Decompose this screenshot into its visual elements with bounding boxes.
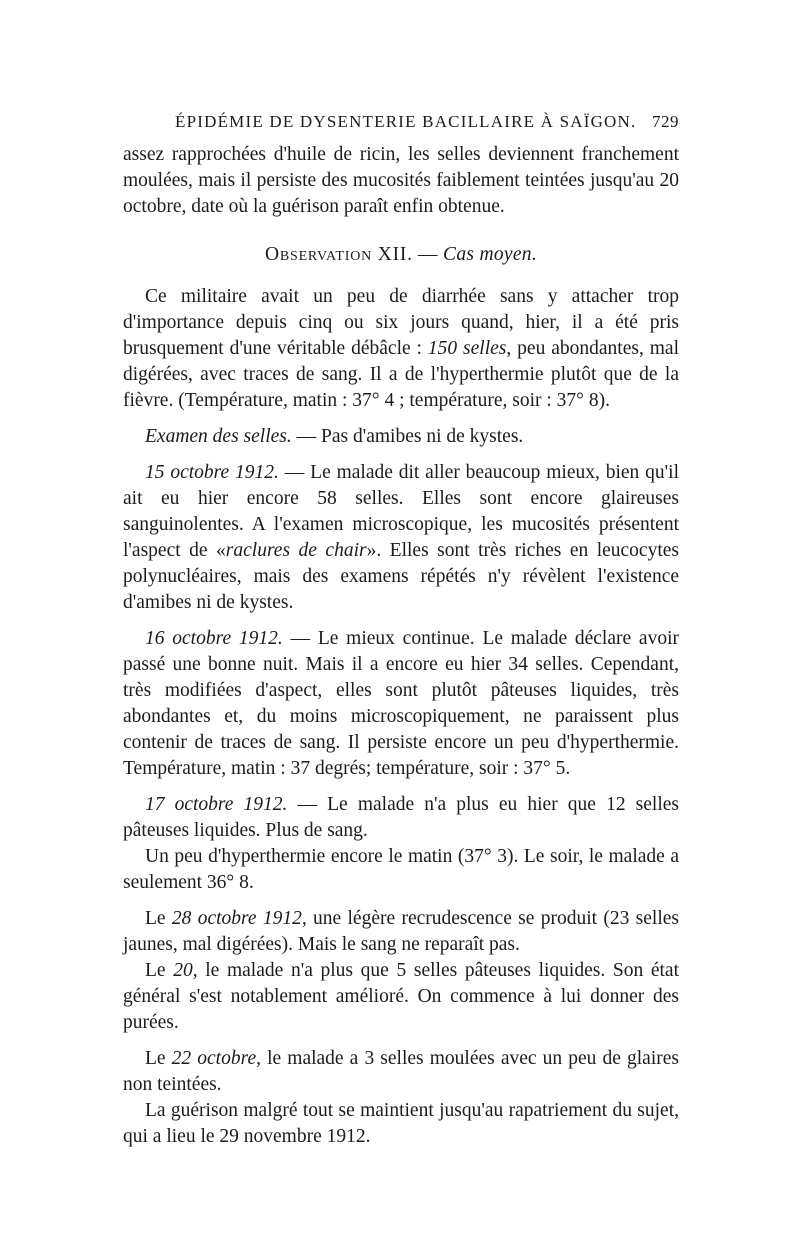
page-number: 729 <box>652 112 679 131</box>
paragraph-oct-22: Le 22 octobre, le malade a 3 selles moulées avec un peu de glaires non teintées. <box>123 1048 679 1095</box>
paragraph-oct-16: 16 octobre 1912. — Le mieux continue. Le malade déclare avoir passé une bonne nuit. Mais il a encore eu hier 34 selles. Cependant, très modifiées d'aspect, elles sont plutôt pâteuses liquides, très abondantes et, du moins microscopiquement, ne paraissent plus contenir de traces de sang. Il persiste encore un peu d'hyperthermie. Température, matin : 37 degrés; température, soir : 37° 5. <box>123 628 679 779</box>
paragraph-recovery: La guérison malgré tout se maintient jusqu'au rapatriement du sujet, qui a lieu le 29 novembre 1912. <box>123 1100 679 1147</box>
page-body <box>123 112 679 1150</box>
paragraph-the-20th: Le 20, le malade n'a plus que 5 selles pâteuses liquides. Son état général s'est notablement amélioré. On commence à lui donner des purées. <box>123 960 679 1033</box>
observation-heading <box>123 242 679 268</box>
observation-dash: — <box>412 244 444 265</box>
observation-subtitle: Cas moyen. <box>443 244 538 265</box>
paragraph-oct-28: Le 28 octobre 1912, une légère recrudescence se produit (23 selles jaunes, mal digérées). Mais le sang ne reparaît pas. <box>123 908 679 955</box>
paragraph-hyperthermia: Un peu d'hyperthermie encore le matin (37° 3). Le soir, le malade a seulement 36° 8. <box>123 846 679 893</box>
running-header <box>123 112 679 142</box>
paragraph-history: Ce militaire avait un peu de diarrhée sans y attacher trop d'importance depuis cinq ou six jours quand, hier, il a été pris brusquement d'une véritable débâcle : 150 selles, peu abondantes, mal digérées, avec traces de sang. Il a de l'hyperthermie plutôt que de la fièvre. (Température, matin : 37° 4 ; température, soir : 37° 8). <box>123 286 679 411</box>
observation-label: Observation XII. <box>264 244 413 265</box>
running-title: ÉPIDÉMIE DE DYSENTERIE BACILLAIRE À SAÏGON. <box>175 112 637 131</box>
paragraph-oct-15: 15 octobre 1912. — Le malade dit aller beaucoup mieux, bien qu'il ait eu hier encore 58 selles. Elles sont encore glaireuses sanguinolentes. A l'examen microscopique, les mucosités présentent l'aspect de «raclures de chair». Elles sont très riches en leucocytes polynucléaires, mais des examens répétés n'y révèlent l'existence d'amibes ni de kystes. <box>123 462 680 613</box>
intro-paragraph: assez rapprochées d'huile de ricin, les selles deviennent franchement moulées, mais il persiste des mucosités faiblement teintées jusqu'au 20 octobre, date où la guérison paraît enfin obtenue. <box>123 144 679 217</box>
paragraph-oct-17: 17 octobre 1912. — Le malade n'a plus eu hier que 12 selles pâteuses liquides. Plus de sang. <box>123 794 679 841</box>
paragraph-stool-exam: Examen des selles. — Pas d'amibes ni de kystes. <box>145 426 524 447</box>
